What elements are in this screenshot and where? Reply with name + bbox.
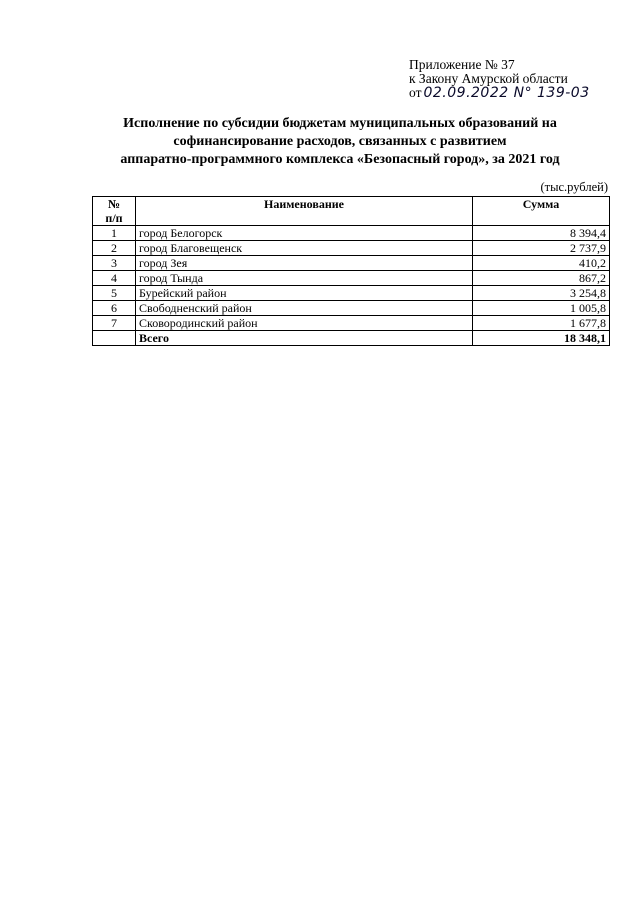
row-name: Бурейский район: [136, 286, 473, 301]
appendix-number: Приложение № 37: [409, 57, 515, 72]
title-line-2: софинансирование расходов, связанных с развитием: [173, 134, 507, 149]
table-row: [93, 226, 610, 241]
row-number: 2: [93, 241, 136, 256]
total-sum: 18 348,1: [473, 331, 610, 346]
row-sum: 8 394,4: [473, 226, 610, 241]
table-header-row: [93, 197, 610, 226]
title-line-1: Исполнение по субсидии бюджетам муниципальных образований на: [123, 116, 557, 131]
title-line-3: аппаратно-программного комплекса «Безопасный город», за 2021 год: [120, 152, 560, 167]
subsidy-table: [92, 196, 610, 346]
total-label: Всего: [136, 331, 473, 346]
row-sum: 1 005,8: [473, 301, 610, 316]
row-sum: 3 254,8: [473, 286, 610, 301]
table-row: [93, 316, 610, 331]
row-name: город Зея: [136, 256, 473, 271]
header-name: Наименование: [136, 197, 473, 226]
table-total-row: [93, 331, 610, 346]
table-body: [93, 226, 610, 346]
row-number: 5: [93, 286, 136, 301]
row-number: 1: [93, 226, 136, 241]
row-number: 6: [93, 301, 136, 316]
row-number: 3: [93, 256, 136, 271]
table-row: [93, 256, 610, 271]
header-num: № п/п: [93, 197, 136, 226]
units-label: (тыс.рублей): [540, 180, 608, 194]
header-sum: Сумма: [473, 197, 610, 226]
row-sum: 410,2: [473, 256, 610, 271]
handwritten-date-number: 02.09.2022 N° 139-03: [423, 85, 590, 101]
row-name: Сковородинский район: [136, 316, 473, 331]
table-row: [93, 286, 610, 301]
table-row: [93, 241, 610, 256]
appendix-date-line: [409, 86, 629, 100]
row-sum: 867,2: [473, 271, 610, 286]
table-row: [93, 301, 610, 316]
total-number: [93, 331, 136, 346]
table-row: [93, 271, 610, 286]
document-title: [60, 115, 620, 169]
row-name: Свободненский район: [136, 301, 473, 316]
row-number: 7: [93, 316, 136, 331]
row-name: город Тында: [136, 271, 473, 286]
row-number: 4: [93, 271, 136, 286]
row-sum: 2 737,9: [473, 241, 610, 256]
row-name: город Благовещенск: [136, 241, 473, 256]
appendix-law-reference: к Закону Амурской области: [409, 71, 568, 86]
appendix-date-prefix: от: [409, 85, 422, 100]
appendix-header: [409, 58, 629, 100]
row-sum: 1 677,8: [473, 316, 610, 331]
row-name: город Белогорск: [136, 226, 473, 241]
